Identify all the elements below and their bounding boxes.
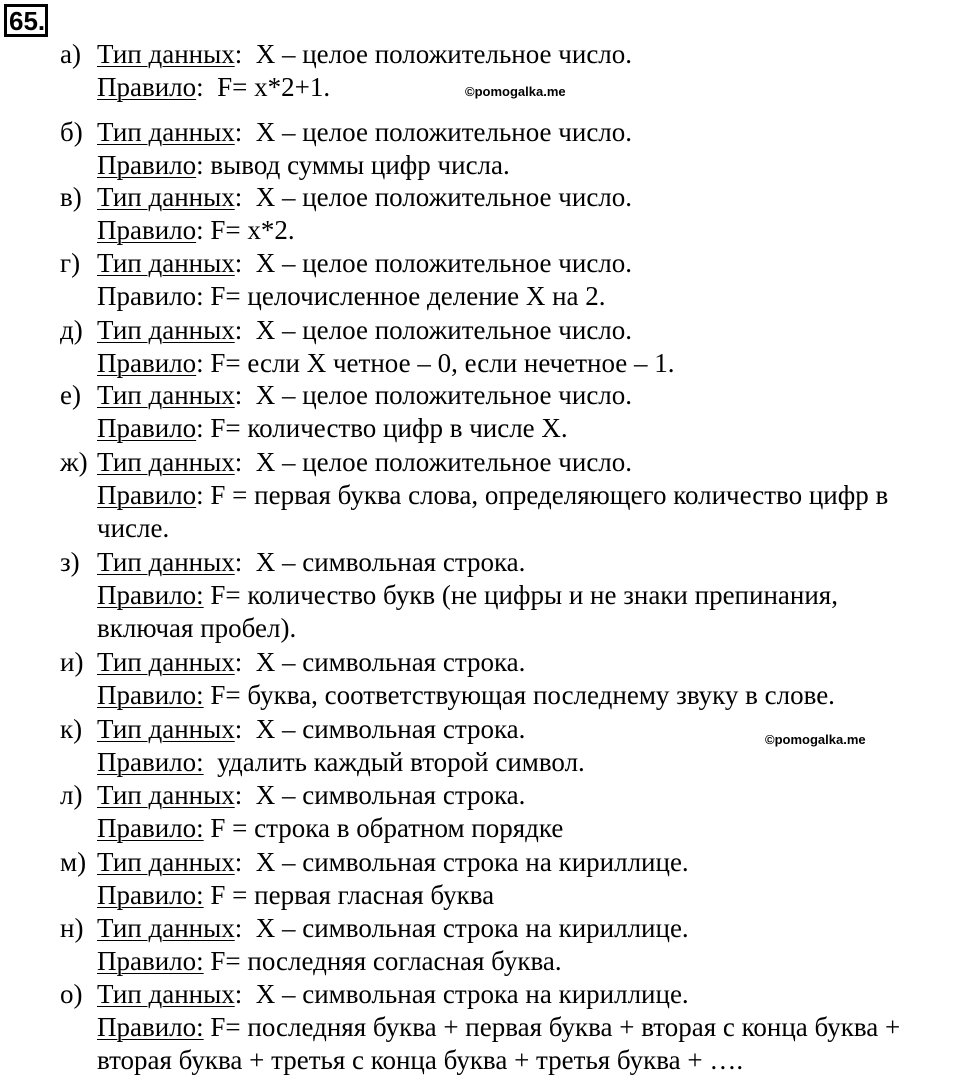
rule-line [97,879,494,912]
type-label: Тип данных [97,913,235,943]
type-text: : X – целое положительное число. [234,248,633,278]
rule-line [97,746,585,779]
rule-label: Правило [97,150,197,180]
rule-line [97,1044,743,1077]
rule-text: : F = первая буква слова, определяющего количество цифр в [196,480,889,510]
type-label: Тип данных [97,380,235,410]
rule-label: Правило [97,215,197,245]
type-line [97,713,525,746]
type-line [97,379,632,412]
rule-text: F= последняя буква + первая буква + вторая с конца буква + [203,1012,901,1042]
rule-text: числе. [97,513,170,543]
item-letter: б) [60,117,83,147]
rule-line [97,149,510,182]
rule-line [97,945,562,978]
rule-label: Правило [97,281,197,311]
type-text: : X – целое положительное число. [234,117,633,147]
rule-line [97,347,675,380]
rule-line [97,612,296,645]
type-text: : X – целое положительное число. [234,182,633,212]
type-text: : X – символьная строка на кириллице. [234,847,689,877]
rule-label: Правило: [97,813,204,843]
type-text: : X – целое положительное число. [234,447,633,477]
rule-text: : F= x*2+1. [196,72,331,102]
item-letter: а) [60,39,81,69]
type-text: : X – символьная строка. [234,647,526,677]
rule-text: F= буква, соответствующая последнему звуку в слове. [203,680,835,710]
type-label: Тип данных [97,647,235,677]
type-text: : X – символьная строка на кириллице. [234,979,689,1009]
type-line [97,116,632,149]
type-text: : X – символьная строка. [234,714,526,744]
type-label: Тип данных [97,315,235,345]
item-letter: д) [60,315,83,345]
item-letter: л) [60,780,83,810]
rule-line [97,512,169,545]
type-line [97,846,689,879]
type-line [97,446,632,479]
rule-text: : F= количество цифр в числе X. [196,413,568,443]
rule-line [97,812,563,845]
rule-line [97,280,606,313]
rule-label: Правило: [97,747,204,777]
type-label: Тип данных [97,547,235,577]
type-text: : X – символьная строка. [234,780,526,810]
rule-text: удалить каждый второй символ. [203,747,585,777]
type-label: Тип данных [97,39,235,69]
rule-line [97,71,330,104]
item-letter: м) [60,847,87,877]
type-line [97,546,525,579]
rule-text: F = первая гласная буква [203,880,495,910]
type-text: : X – целое положительное число. [234,39,633,69]
problem-number: 65. [4,4,48,37]
rule-text: : вывод суммы цифр числа. [196,150,510,180]
type-label: Тип данных [97,447,235,477]
rule-line [97,579,838,612]
rule-label: Правило: [97,580,204,610]
rule-line [97,412,568,445]
type-text: : X – символьная строка на кириллице. [234,913,689,943]
type-label: Тип данных [97,182,235,212]
rule-text: F= количество букв (не цифры и не знаки препинания, [203,580,838,610]
watermark: ©pomogalka.me [765,732,866,747]
type-line [97,779,525,812]
item-letter: к) [60,714,83,744]
rule-line [97,1011,900,1044]
rule-label: Правило [97,348,197,378]
type-label: Тип данных [97,248,235,278]
type-line [97,912,689,945]
item-letter: з) [60,547,80,577]
rule-line [97,679,835,712]
rule-line [97,479,888,512]
rule-text: : F= целочисленное деление X на 2. [196,281,606,311]
rule-label: Правило: [97,946,204,976]
item-letter: г) [60,248,81,278]
type-label: Тип данных [97,979,235,1009]
type-label: Тип данных [97,847,235,877]
type-line [97,181,632,214]
rule-text: F= последняя согласная буква. [203,946,562,976]
item-letter: о) [60,979,83,1009]
type-label: Тип данных [97,714,235,744]
rule-label: Правило: [97,1012,204,1042]
type-text: : X – целое положительное число. [234,380,633,410]
item-letter: и) [60,647,84,677]
rule-label: Правило [97,480,197,510]
rule-text: включая пробел). [97,613,297,643]
rule-label: Правило: [97,880,204,910]
item-letter: в) [60,182,82,212]
rule-text: : F= x*2. [196,215,295,245]
rule-label: Правило: [97,680,204,710]
item-letter: ж) [60,447,88,477]
type-line [97,646,525,679]
rule-text: : F= если X четное – 0, если нечетное – 1. [196,348,675,378]
rule-text: F = строка в обратном порядке [203,813,564,843]
item-letter: н) [60,913,84,943]
type-label: Тип данных [97,780,235,810]
item-letter: е) [60,380,81,410]
type-text: : X – символьная строка. [234,547,526,577]
type-line [97,314,632,347]
type-line [97,247,632,280]
rule-label: Правило [97,413,197,443]
rule-label: Правило [97,72,197,102]
rule-line [97,214,295,247]
watermark: ©pomogalka.me [465,84,566,99]
type-line [97,38,632,71]
type-line [97,978,689,1011]
type-label: Тип данных [97,117,235,147]
type-text: : X – целое положительное число. [234,315,633,345]
rule-text: вторая буква + третья с конца буква + третья буква + …. [97,1045,744,1075]
